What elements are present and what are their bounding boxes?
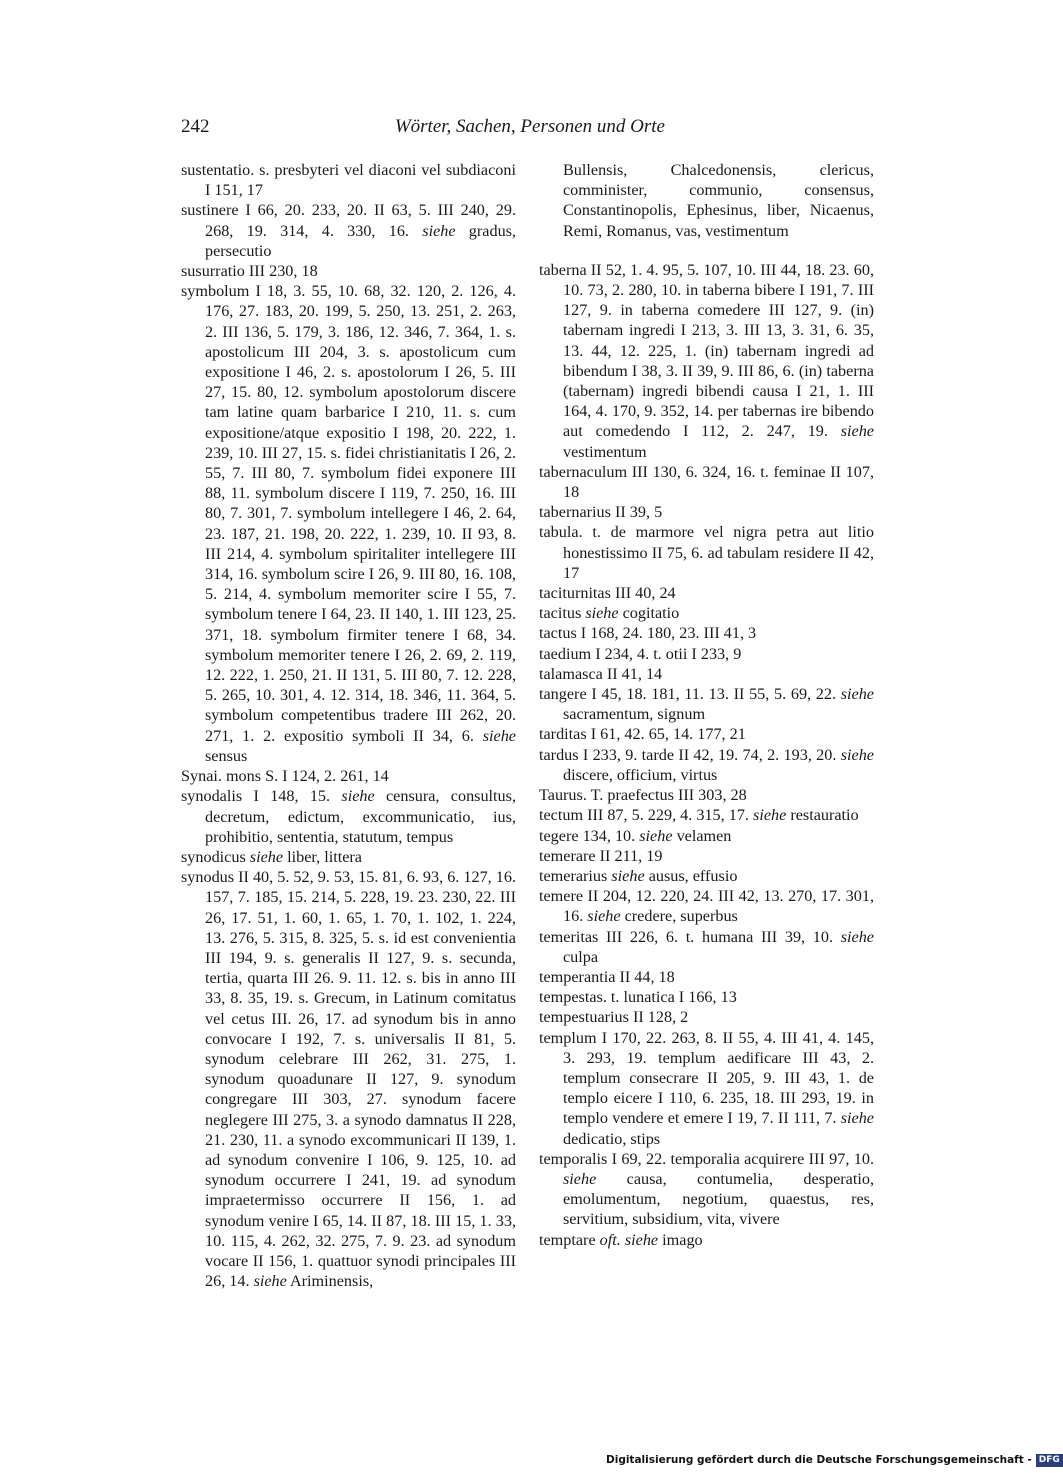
index-entry: sustinere I 66, 20. 233, 20. II 63, 5. III 240, 29. 268, 19. 314, 4. 330, 16. siehe gradus, persecutio: [181, 201, 517, 260]
index-entry: tectum III 87, 5. 229, 4. 315, 17. siehe restauratio: [539, 806, 859, 825]
index-entry: tegere 134, 10. siehe velamen: [539, 826, 732, 845]
index-entry: temporalis I 69, 22. temporalia acquirere III 97, 10. siehe causa, contumelia, desperatio, emolumentum, negotium, quaestus, res, servitium, subsidium, vita, vivere: [539, 1149, 874, 1229]
index-entry: temerarius siehe ausus, effusio: [539, 866, 738, 885]
index-entry-continuation: Bullensis, Chalcedonensis, clericus, comminister, communio, consensus, Constantinopolis, Ephesinus, liber, Nicaenus, Remi, Romanus, vas, vestimentum: [563, 161, 874, 240]
index-entry: tardus I 233, 9. tarde II 42, 19. 74, 2. 193, 20. siehe discere, officium, virtus: [539, 745, 874, 784]
index-entry: Taurus. T. praefectus III 303, 28: [539, 786, 747, 805]
index-entry: temerare II 211, 19: [539, 846, 663, 865]
index-entry: sustentatio. s. presbyteri vel diaconi vel subdiaconi I 151, 17: [181, 161, 516, 200]
index-entry: temptare oft. siehe imago: [539, 1230, 703, 1249]
index-entry: tempestas. t. lunatica I 166, 13: [539, 988, 737, 1007]
index-entry: synodus II 40, 5. 52, 9. 53, 15. 81, 6. 93, 6. 127, 16. 157, 7. 185, 15. 214, 5. 228, 19. 23. 230, 22. III 26, 17. 51, 1. 60, 1. 65, 1. 70, 1. 102, 1. 224, 13. 276, 5. 315, 8. 325, 5. s. id est convenientia III 194, 9. s. generalis II 127, 9. s. secunda, tertia, quarta III 26. 9. 11. 12. s. bis in anno III 33, 8. 35, 19. s. Grecum, in Latinum comitatus vel cetus III. 26, 17. ad synodum bis in anno convocare I 192, 7. s. universalis II 81, 5. synodum celebrare III 262, 31. 275, 1. synodum quoadunare II 127, 9. synodum congregare III 303, 27. synodum facere neglegere III 275, 3. a synodo damnatus II 228, 21. 230, 11. a synodo excommunicari II 139, 1. ad synodum convenire I 106, 9. 125, 10. ad synodum occurrere I 241, 19. ad synodum impraetermisso occurrere II 156, 1. ad synodum venire I 65, 14. II 87, 18. III 15, 1. 33, 10. 115, 4. 262, 32. 275, 7. 9. 23. ad synodum vocare II 156, 1. quattuor synodi principales III 26, 14. siehe Ariminensis,: [181, 868, 516, 1291]
index-entry: symbolum I 18, 3. 55, 10. 68, 32. 120, 2. 126, 4. 176, 27. 183, 20. 199, 5. 250, 13. 251, 2. 263, 2. III 136, 5. 179, 3. 186, 12. 346, 7. 364, 1. s. apostolicum III 204, 3. s. apostolicum cum expositione I 46, 2. s. apostolorum I 26, 5. III 27, 15. 80, 12. symbolum apostolorum discere tam latine quam barbarice I 210, 11. s. cum expositione/atque expositio I 198, 20. 222, 1. 239, 10. III 27, 15. s. fidei christianitatis I 26, 2. 55, 7. III 80, 7. symbolum fidei exponere III 88, 11. symbolum discere I 119, 7. 250, 16. III 80, 7. 301, 7. symbolum intellegere I 46, 2. 64, 23. 187, 21. 198, 20. 222, 1. 239, 10. II 93, 8. III 214, 4. symbolum spiritaliter intellegere III 314, 16. symbolum scire I 26, 9. III 80, 16. 108, 5. 214, 4. symbolum memoriter scire I 55, 7. symbolum tenere I 64, 23. II 140, 1. III 123, 25. 371, 18. symbolum firmiter tenere I 68, 34. symbolum memoriter tenere I 26, 2. 69, 2. 119, 12. 222, 1. 250, 21. II 131, 5. III 80, 7. 12. 228, 5. 265, 10. 301, 4. 12. 314, 18. 346, 11. 364, 5. symbolum competentibus tradere III 262, 20. 271, 1. 2. expositio symboli II 34, 6. siehe sensus: [181, 282, 516, 765]
index-entry: tabernarius II 39, 5: [539, 503, 663, 522]
index-entry: templum I 170, 22. 263, 8. II 55, 4. III 41, 4. 145, 3. 293, 19. templum aedificare III 43, 2. templum consecrare II 205, 9. III 43, 1. de templo eicere I 110, 6. 235, 18. III 293, 19. in templo vendere et emere I 19, 7. II 111, 7. siehe dedicatio, stips: [539, 1028, 874, 1148]
page-number: 242: [181, 116, 210, 137]
index-entry: temeritas III 226, 6. t. humana III 39, 10. siehe culpa: [539, 927, 874, 966]
index-entry: tabernaculum III 130, 6. 324, 16. t. feminae II 107, 18: [539, 462, 874, 502]
index-entry: tarditas I 61, 42. 65, 14. 177, 21: [539, 725, 746, 744]
index-column-right: [539, 160, 874, 1250]
index-entry: talamasca II 41, 14: [539, 664, 663, 683]
index-entry: tabula. t. de marmore vel nigra petra aut litio honestissimo II 75, 6. ad tabulam residere II 42, 17: [539, 523, 874, 582]
index-column-left: [181, 160, 516, 1291]
index-entry: synodalis I 148, 15. siehe censura, consultus, decretum, edictum, excommunicatio, ius, prohibitio, sententia, statutum, tempus: [181, 787, 516, 846]
credit-text: Digitalisierung gefördert durch die Deutsche Forschungsgemeinschaft -: [606, 1454, 1032, 1466]
index-entry: temere II 204, 12. 220, 24. III 42, 13. 270, 17. 301, 16. siehe credere, superbus: [539, 887, 874, 926]
index-entry: taberna II 52, 1. 4. 95, 5. 107, 10. III 44, 18. 23. 60, 10. 73, 2. 280, 10. in taberna bibere I 191, 7. III 127, 9. in taberna comedere III 127, 9. (in) tabernam ingredi I 213, 3. III 13, 3. 31, 6. 35, 13. 44, 12. 225, 1. (in) tabernam ingredi ad bibendum I 38, 3. II 39, 9. III 86, 6. (in) taberna (tabernam) ingredi bibendi causa I 21, 1. III 164, 4. 170, 9. 352, 14. per tabernas ire bibendo aut comedendo I 112, 2. 247, 19. siehe vestimentum: [539, 260, 874, 461]
dfg-logo-icon: DFG: [1036, 1454, 1063, 1467]
index-entry: temperantia II 44, 18: [539, 967, 675, 986]
index-entry: taedium I 234, 4. t. otii I 233, 9: [539, 644, 742, 663]
index-entry: tactus I 168, 24. 180, 23. III 41, 3: [539, 624, 757, 643]
index-entry: tangere I 45, 18. 181, 11. 13. II 55, 5. 69, 22. siehe sacramentum, signum: [539, 685, 874, 724]
running-title: Wörter, Sachen, Personen und Orte: [394, 116, 665, 137]
index-entry: tempestuarius II 128, 2: [539, 1008, 689, 1027]
index-entry: tacitus siehe cogitatio: [539, 604, 680, 623]
index-entry: susurratio III 230, 18: [181, 262, 318, 281]
index-entry: synodicus siehe liber, littera: [181, 847, 362, 866]
digitization-credit: [606, 1452, 1060, 1468]
index-entry: taciturnitas III 40, 24: [539, 584, 676, 603]
index-entry: Synai. mons S. I 124, 2. 261, 14: [181, 767, 389, 786]
